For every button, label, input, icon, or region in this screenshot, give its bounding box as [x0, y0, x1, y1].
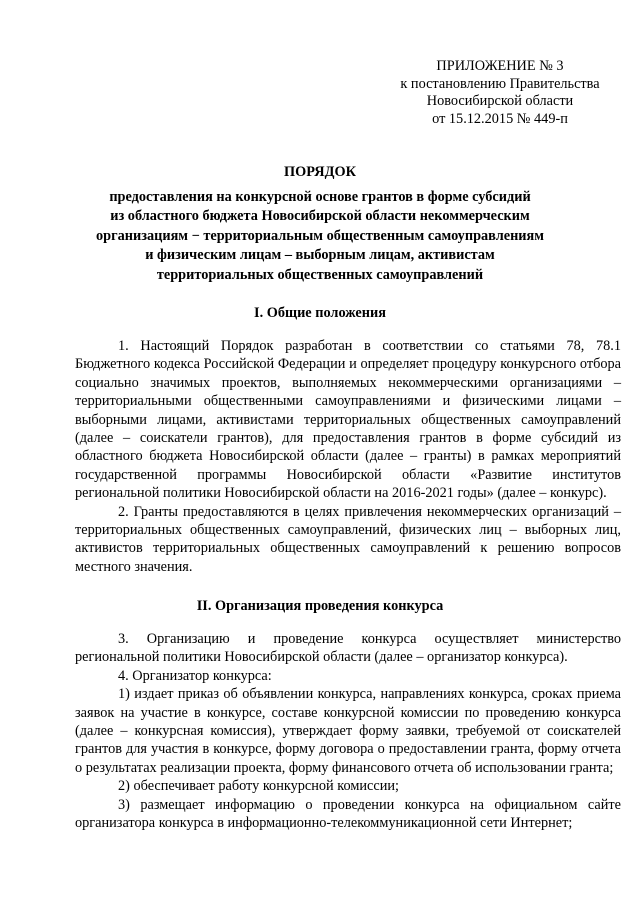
title-line: из областного бюджета Новосибирской области некоммерческим — [110, 208, 530, 224]
title-line: территориальных общественных самоуправлений — [156, 266, 484, 283]
paragraph: 2. Гранты предоставляются в целях привлечения некоммерческих организаций – территориальных общественных самоуправлений, физических лиц – выборных лиц, активистов территориальных общественных самоуправлений к решению вопросов местного значения. — [75, 503, 621, 575]
appendix-block — [385, 58, 615, 128]
paragraph: 1. Настоящий Порядок разработан в соответствии со статьями 78, 78.1 Бюджетного кодекса Российской Федерации и определяет процедуру конкурсного отбора социально значимых проектов, выполняемых некоммерческими организациями – территориальными общественными самоуправлениями и физическими лицами – выборными лицами, активистами территориальных общественных самоуправлений (далее – соискатели грантов), для предоставления грантов в форме субсидий из областного бюджета Новосибирской области (далее – гранты) в рамках мероприятий государственной программы Новосибирской области «Развитие институтов региональной политики Новосибирской области на 2016-2021 годы» (далее – конкурс). — [75, 338, 621, 502]
title-line: организациям − территориальным общественным самоуправлениям — [95, 227, 545, 244]
title-line: и физическим лицам – выборным лицам, активистам — [145, 247, 495, 263]
paragraph: 3) размещает информацию о проведении конкурса на официальном сайте организатора конкурса в информационно-телекоммуникационной сети Интернет; — [75, 796, 621, 832]
section-1-body — [75, 337, 621, 576]
section-2-heading: II. Организация проведения конкурса — [196, 598, 444, 614]
title-line: предоставления на конкурсной основе грантов в форме субсидий — [109, 188, 531, 205]
paragraph: 2) обеспечивает работу конкурсной комиссии; — [118, 778, 400, 795]
appendix-region: Новосибирской области — [426, 93, 574, 109]
paragraph: 4. Организатор конкурса: — [118, 667, 272, 684]
title-heading: ПОРЯДОК — [284, 164, 356, 180]
paragraph: 3. Организацию и проведение конкурса осуществляет министерство региональной политики Новосибирской области (далее – организатор конкурса). — [75, 631, 621, 666]
appendix-number: ПРИЛОЖЕНИЕ № 3 — [436, 58, 564, 74]
section-2-body — [75, 630, 621, 832]
appendix-date: от 15.12.2015 № 449-п — [432, 110, 568, 127]
paragraph: 1) издает приказ об объявлении конкурса, направлениях конкурса, сроках приема заявок на участие в конкурсе, составе конкурсной комиссии по проведению конкурса (далее – конкурсная комиссия), утверждает форму заявки, требуемой от соискателей грантов для участия в конкурсе, форму договора о предоставлении гранта, форму отчета о результатах реализации проекта, форму финансового отчета об использовании гранта; — [75, 686, 621, 776]
section-1-heading: I. Общие положения — [254, 305, 386, 321]
document-title — [75, 163, 565, 285]
appendix-reference: к постановлению Правительства — [400, 75, 600, 92]
